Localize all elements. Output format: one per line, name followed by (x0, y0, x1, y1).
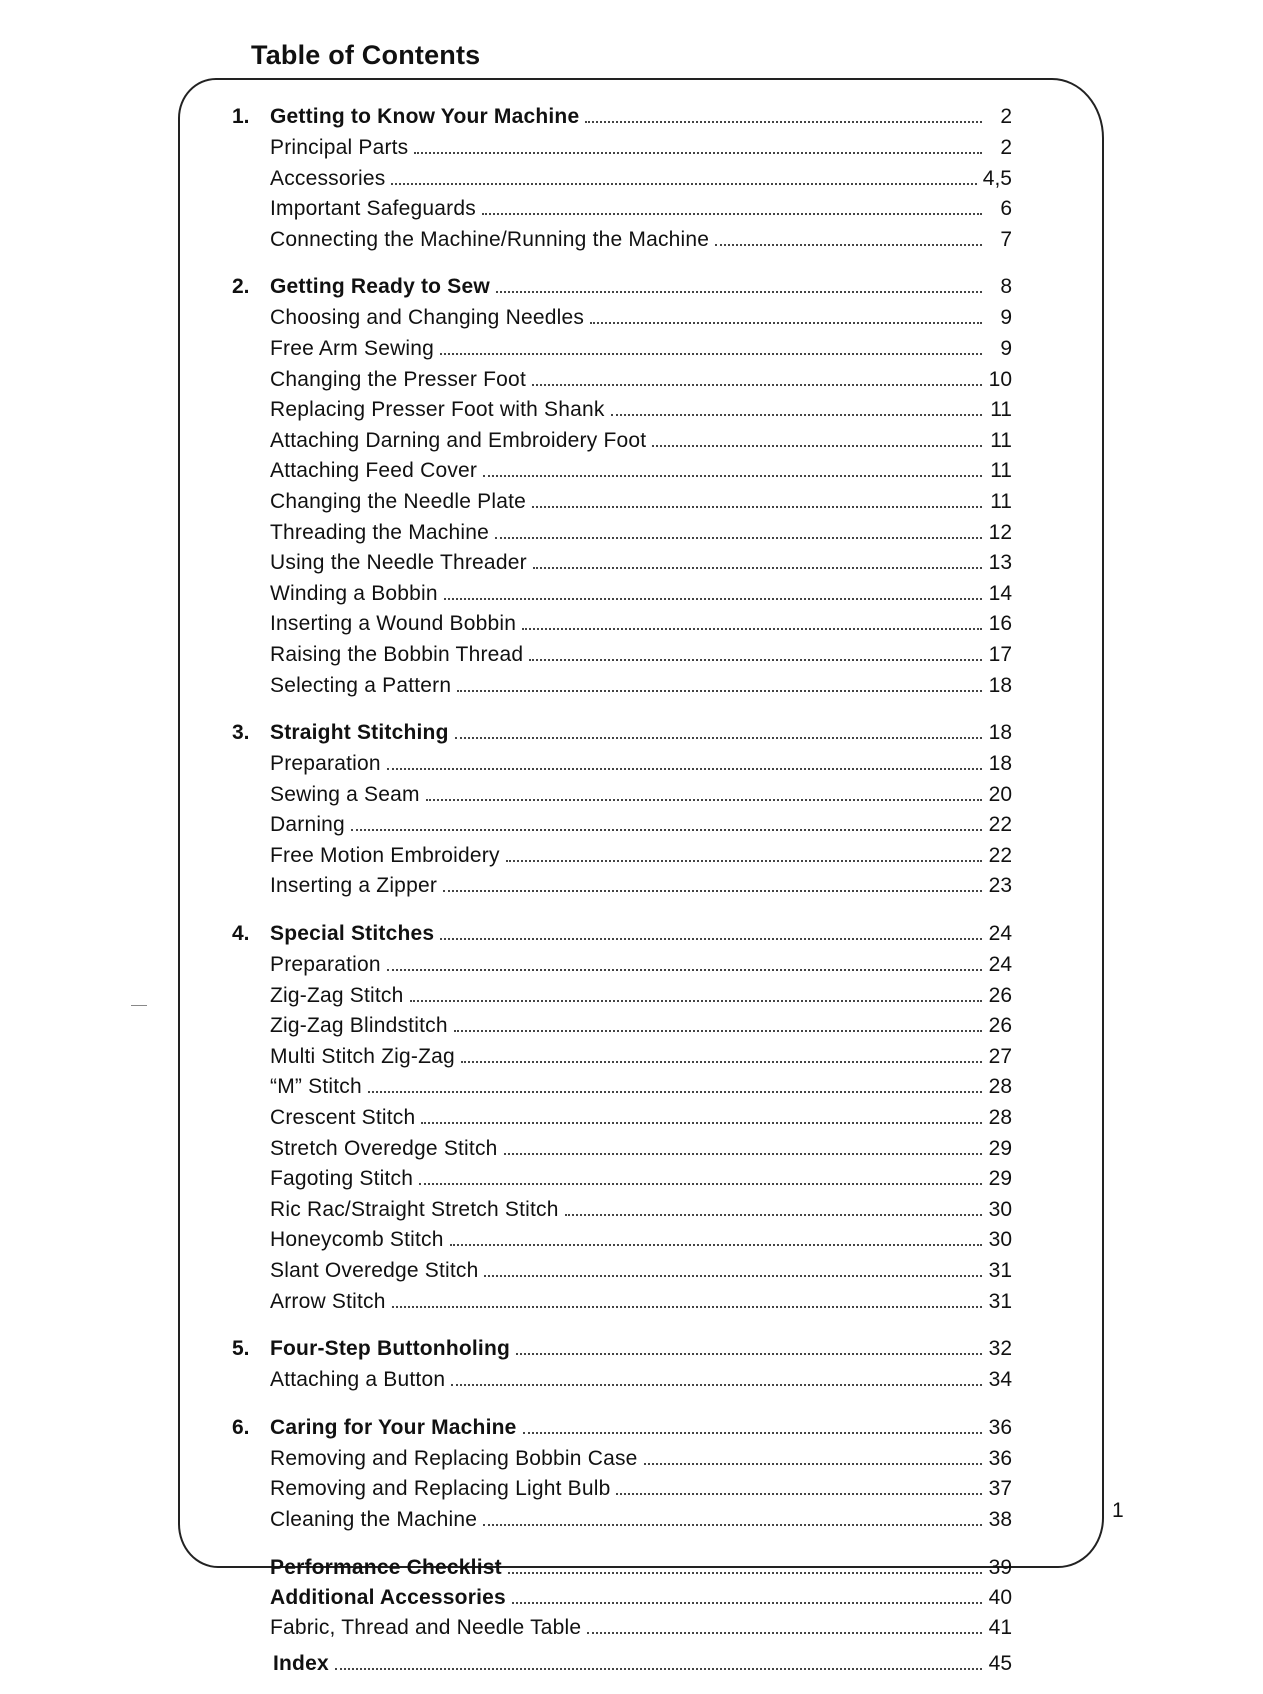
toc-entry[interactable] (232, 979, 1012, 1010)
page-ref: 16 (988, 612, 1012, 636)
page-ref: 18 (988, 752, 1012, 776)
toc-entry[interactable] (232, 1070, 1012, 1101)
page-ref: 11 (990, 428, 1012, 452)
entry-label: Inserting a Zipper (270, 874, 438, 898)
dot-leader (506, 839, 982, 862)
dot-leader (533, 546, 982, 569)
page-ref: 9 (1000, 306, 1012, 330)
page-ref: 28 (988, 1075, 1012, 1099)
toc-section-heading[interactable] (232, 1332, 1012, 1363)
dot-leader (335, 1647, 982, 1670)
page-ref: 13 (988, 551, 1012, 575)
toc-appendix (232, 1551, 1012, 1677)
dot-leader (516, 1332, 982, 1355)
toc-entry[interactable] (232, 638, 1012, 669)
dot-leader (529, 638, 982, 661)
dot-leader (482, 192, 982, 215)
toc-entry[interactable] (232, 577, 1012, 608)
dot-leader (484, 1254, 982, 1277)
toc-entry[interactable] (232, 1223, 1012, 1254)
toc-entry[interactable] (232, 454, 1012, 485)
entry-label: Using the Needle Threader (270, 551, 527, 575)
dot-leader (410, 979, 982, 1002)
dot-leader (440, 332, 982, 355)
section-number: 2. (232, 275, 250, 299)
dot-leader (523, 1411, 982, 1434)
dot-leader (391, 162, 976, 185)
toc-section (232, 716, 1012, 900)
section-title: Caring for Your Machine (270, 1415, 517, 1439)
section-number: 4. (232, 922, 250, 946)
entry-label: Inserting a Wound Bobbin (270, 612, 517, 636)
toc-entry[interactable] (232, 839, 1012, 870)
page-ref: 20 (988, 782, 1012, 806)
toc-entry[interactable] (232, 1442, 1012, 1473)
page-ref: 39 (988, 1555, 1012, 1579)
page-ref: 27 (988, 1044, 1012, 1068)
entry-label: Changing the Presser Foot (270, 367, 526, 391)
toc-section-heading[interactable] (232, 100, 1012, 131)
page-ref: 29 (988, 1136, 1012, 1160)
toc-entry[interactable] (232, 424, 1012, 455)
toc-section (232, 1332, 1012, 1394)
entry-label: Removing and Replacing Bobbin Case (270, 1446, 638, 1470)
dot-leader (565, 1193, 982, 1216)
entry-label: “M” Stitch (270, 1075, 362, 1099)
dot-leader (443, 869, 982, 892)
page-ref: 9 (1000, 336, 1012, 360)
toc-entry[interactable] (232, 948, 1012, 979)
dot-leader (414, 131, 982, 154)
entry-label: Stretch Overedge Stitch (270, 1136, 498, 1160)
dot-leader (495, 516, 982, 539)
toc-entry[interactable] (232, 1581, 1012, 1611)
page-ref: 32 (988, 1337, 1012, 1361)
toc-entry[interactable] (232, 1101, 1012, 1132)
dot-leader (419, 1162, 982, 1185)
entry-label: Performance Checklist (270, 1555, 502, 1579)
page-ref: 10 (988, 367, 1012, 391)
section-number: 1. (232, 105, 250, 128)
entry-label: Cleaning the Machine (270, 1507, 478, 1531)
toc-entry[interactable] (232, 607, 1012, 638)
section-number: 6. (232, 1415, 250, 1439)
toc-entry[interactable] (232, 1285, 1012, 1316)
page-ref: 34 (988, 1368, 1012, 1392)
entry-label: Ric Rac/Straight Stretch Stitch (270, 1197, 559, 1221)
entry-label: Connecting the Machine/Running the Machine (270, 227, 710, 251)
dot-leader (421, 1101, 982, 1124)
entry-label: Important Safeguards (270, 197, 476, 221)
dot-leader (368, 1070, 982, 1093)
toc-entry[interactable] (232, 808, 1012, 839)
toc-entry[interactable] (232, 363, 1012, 394)
dot-leader (644, 1442, 982, 1465)
entry-label: Free Motion Embroidery (270, 843, 500, 867)
page-ref: 17 (988, 642, 1012, 666)
section-title: Straight Stitching (270, 721, 449, 745)
toc-entry[interactable] (232, 223, 1012, 254)
page-ref: 18 (988, 721, 1012, 745)
toc-entry[interactable] (232, 669, 1012, 700)
page-ref: 41 (988, 1615, 1012, 1639)
dot-leader (587, 1611, 982, 1634)
page-ref: 40 (988, 1585, 1012, 1609)
toc-section-heading[interactable] (232, 1411, 1012, 1442)
entry-label: Principal Parts (270, 136, 409, 159)
toc-entry[interactable] (232, 1009, 1012, 1040)
toc-entry[interactable] (232, 1503, 1012, 1534)
entry-label: Raising the Bobbin Thread (270, 642, 524, 666)
entry-label: Selecting a Pattern (270, 673, 452, 697)
toc-section (232, 917, 1012, 1315)
dot-leader (426, 778, 982, 801)
toc-section (232, 1411, 1012, 1534)
toc-entry[interactable] (232, 869, 1012, 900)
page-ref: 26 (988, 1014, 1012, 1038)
entry-label: Arrow Stitch (270, 1289, 386, 1313)
page-ref: 14 (988, 581, 1012, 605)
toc-section-heading[interactable] (232, 716, 1012, 747)
entry-label: Accessories (270, 166, 386, 190)
entry-label: Preparation (270, 752, 381, 776)
entry-label: Index (273, 1651, 329, 1675)
toc-entry[interactable] (232, 1472, 1012, 1503)
page-ref: 2 (1000, 105, 1012, 128)
dot-leader (451, 1363, 982, 1386)
page-ref: 31 (988, 1289, 1012, 1313)
section-title: Getting Ready to Sew (270, 275, 490, 299)
page-ref: 36 (988, 1446, 1012, 1470)
toc-entry[interactable] (232, 1254, 1012, 1285)
toc-entry-index[interactable] (232, 1647, 1012, 1677)
entry-label: Honeycomb Stitch (270, 1228, 444, 1252)
toc-entry[interactable] (232, 1040, 1012, 1071)
dot-leader (504, 1132, 982, 1155)
dot-leader (457, 669, 982, 692)
dot-leader (483, 1503, 982, 1526)
toc-entry[interactable] (232, 1363, 1012, 1394)
dot-leader (483, 454, 982, 477)
entry-label: Fagoting Stitch (270, 1167, 414, 1191)
entry-label: Changing the Needle Plate (270, 489, 527, 513)
table-of-contents (232, 100, 1012, 1694)
entry-label: Attaching a Button (270, 1368, 446, 1392)
entry-label: Darning (270, 813, 345, 837)
page-ref: 7 (1000, 227, 1012, 251)
entry-label: Slant Overedge Stitch (270, 1259, 479, 1282)
page-ref: 11 (990, 489, 1012, 513)
page-ref: 38 (988, 1507, 1012, 1531)
page-ref: 11 (990, 398, 1012, 422)
margin-mark (131, 1005, 147, 1006)
page-ref: 2 (1000, 136, 1012, 159)
dot-leader (444, 577, 982, 600)
page-ref: 18 (988, 673, 1012, 697)
dot-leader (611, 393, 982, 416)
dot-leader (616, 1472, 982, 1495)
toc-entry[interactable] (232, 301, 1012, 332)
dot-leader (450, 1223, 982, 1246)
page-ref: 12 (988, 520, 1012, 544)
section-title: Getting to Know Your Machine (270, 105, 580, 128)
dot-leader (392, 1285, 982, 1308)
entry-label: Zig-Zag Stitch (270, 983, 404, 1007)
page-ref: 23 (988, 874, 1012, 898)
page-ref: 36 (988, 1415, 1012, 1439)
page-ref: 26 (988, 983, 1012, 1007)
entry-label: Multi Stitch Zig-Zag (270, 1044, 455, 1068)
page-ref: 6 (1000, 197, 1012, 221)
toc-entry[interactable] (232, 162, 1012, 193)
page-ref: 24 (988, 953, 1012, 977)
dot-leader (522, 607, 982, 630)
toc-section-heading[interactable] (232, 270, 1012, 301)
dot-leader (590, 301, 982, 324)
toc-entry[interactable] (232, 332, 1012, 363)
toc-entry[interactable] (232, 1162, 1012, 1193)
dot-leader (532, 485, 982, 508)
entry-label: Replacing Presser Foot with Shank (270, 398, 605, 422)
toc-entry[interactable] (232, 747, 1012, 778)
toc-entry[interactable] (232, 546, 1012, 577)
dot-leader (532, 363, 982, 386)
toc-section (232, 270, 1012, 699)
page-number: 1 (1112, 1499, 1124, 1522)
entry-label: Fabric, Thread and Needle Table (270, 1615, 582, 1639)
page-ref: 4,5 (982, 166, 1012, 190)
entry-label: Threading the Machine (270, 520, 489, 544)
page-ref: 31 (988, 1259, 1012, 1282)
entry-label: Attaching Darning and Embroidery Foot (270, 428, 647, 452)
page-title: Table of Contents (251, 40, 481, 70)
toc-entry[interactable] (232, 485, 1012, 516)
toc-entry[interactable] (232, 516, 1012, 547)
dot-leader (461, 1040, 982, 1063)
dot-leader (455, 716, 982, 739)
dot-leader (351, 808, 982, 831)
entry-label: Zig-Zag Blindstitch (270, 1014, 448, 1038)
entry-label: Sewing a Seam (270, 782, 420, 806)
page-ref: 37 (988, 1477, 1012, 1501)
section-number: 5. (232, 1337, 250, 1361)
page-ref: 29 (988, 1167, 1012, 1191)
section-title: Special Stitches (270, 922, 435, 946)
toc-entry[interactable] (232, 1611, 1012, 1641)
entry-label: Removing and Replacing Light Bulb (270, 1477, 611, 1501)
toc-section-heading[interactable] (232, 917, 1012, 948)
section-number: 3. (232, 721, 250, 745)
page-ref: 22 (988, 843, 1012, 867)
page-ref: 28 (988, 1106, 1012, 1130)
dot-leader (496, 270, 982, 293)
page-ref: 8 (1000, 275, 1012, 299)
dot-leader (387, 747, 982, 770)
page-ref: 22 (988, 813, 1012, 837)
dot-leader (387, 948, 982, 971)
entry-label: Free Arm Sewing (270, 336, 435, 360)
toc-entry[interactable] (232, 778, 1012, 809)
section-title: Four-Step Buttonholing (270, 1337, 511, 1361)
entry-label: Additional Accessories (270, 1585, 506, 1609)
dot-leader (508, 1551, 982, 1574)
entry-label: Choosing and Changing Needles (270, 306, 585, 330)
toc-section (232, 100, 1012, 253)
page-ref: 24 (988, 922, 1012, 946)
dot-leader (652, 424, 982, 447)
entry-label: Winding a Bobbin (270, 581, 438, 605)
dot-leader (512, 1581, 982, 1604)
entry-label: Preparation (270, 953, 381, 977)
dot-leader (585, 100, 982, 123)
page-ref: 45 (988, 1651, 1012, 1675)
toc-entry[interactable] (232, 1551, 1012, 1581)
dot-leader (454, 1009, 982, 1032)
page-ref: 30 (988, 1228, 1012, 1252)
toc-entry[interactable] (232, 1132, 1012, 1163)
toc-entry[interactable] (232, 393, 1012, 424)
entry-label: Crescent Stitch (270, 1106, 416, 1130)
page-ref: 30 (988, 1197, 1012, 1221)
page-ref: 11 (990, 459, 1012, 483)
toc-entry[interactable] (232, 1193, 1012, 1224)
dot-leader (715, 223, 982, 246)
dot-leader (440, 917, 982, 940)
toc-entry[interactable] (232, 192, 1012, 223)
toc-entry[interactable] (232, 131, 1012, 162)
entry-label: Attaching Feed Cover (270, 459, 478, 483)
